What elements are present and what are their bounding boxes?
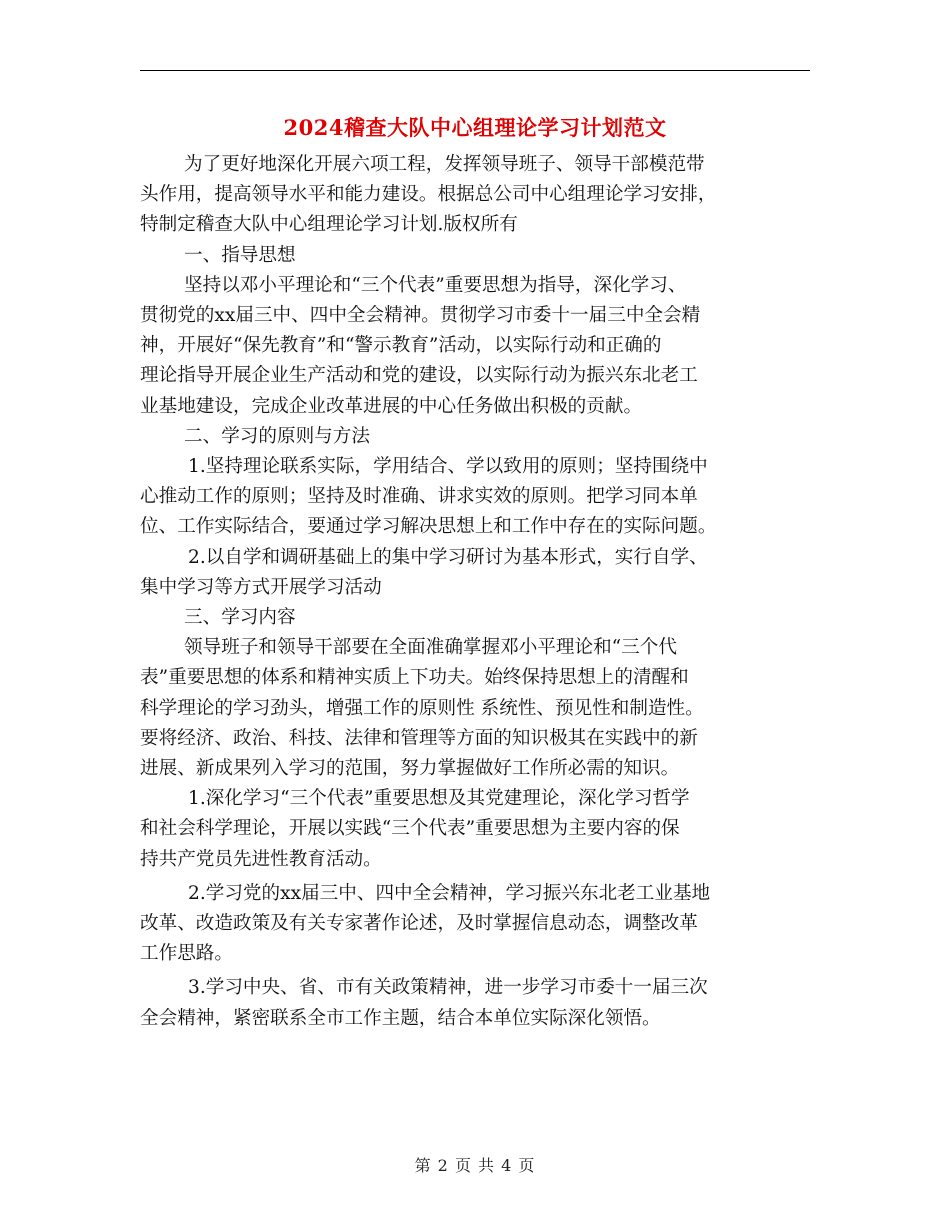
principle-1-line-3: 位、工作实际结合，要通过学习解决思想上和工作中存在的实际问题。 [140, 516, 717, 538]
page-number-footer: 第 2 页 共 4 页 [414, 1156, 536, 1175]
content-item-1-line-3: 持共产党员先进性教育活动。 [140, 848, 382, 870]
intro-line-1: 为了更好地深化开展六项工程，发挥领导班子、领导干部模范带 [184, 154, 705, 175]
intro-line-2: 头作用，提高领导水平和能力建设。根据总公司中心组理论学习安排， [140, 184, 717, 206]
content-line-1: 领导班子和领导干部要在全面准确掌握邓小平理论和“三个代 [184, 637, 677, 659]
guiding-line-5: 业基地建设，完成企业改革进展的中心任务做出积极的贡献。 [140, 395, 643, 417]
principle-1-line-1: 1.坚持理论联系实际，学用结合、学以致用的原则；坚持围绕中 [188, 456, 708, 478]
content-item-3-line-1: 3.学习中央、省、市有关政策精神，进一步学习市委十一届三次 [188, 977, 708, 999]
guiding-line-4: 理论指导开展企业生产活动和党的建设，以实际行动为振兴东北老工 [140, 365, 698, 387]
principle-2-line-1: 2.以自学和调研基础上的集中学习研讨为基本形式，实行自学、 [188, 546, 708, 568]
intro-line-3: 特制定稽查大队中心组理论学习计划.版权所有 [140, 214, 518, 236]
document-title: 2024稽查大队中心组理论学习计划范文 [283, 115, 667, 140]
document-body [140, 150, 812, 1034]
guiding-line-3: 神，开展好“保先教育”和“警示教育”活动，以实际行动和正确的 [140, 335, 662, 357]
content-line-4: 要将经济、政治、科技、法律和管理等方面的知识极其在实践中的新 [140, 727, 698, 749]
content-item-1-line-2: 和社会科学理论，开展以实践“三个代表”重要思想为主要内容的保 [140, 818, 680, 840]
content-item-3-line-2: 全会精神，紧密联系全市工作主题，结合本单位实际深化领悟。 [140, 1007, 661, 1029]
principle-1-line-2: 心推动工作的原则；坚持及时准确、讲求实效的原则。把学习同本单 [140, 486, 698, 508]
content-item-2-line-2: 改革、改造政策及有关专家著作论述，及时掌握信息动态，调整改革 [140, 913, 698, 935]
content-item-2-line-3: 工作思路。 [140, 943, 233, 965]
principle-2-line-2: 集中学习等方式开展学习活动 [140, 576, 382, 598]
content-item-1-line-1: 1.深化学习“三个代表”重要思想及其党建理论，深化学习哲学 [188, 788, 690, 810]
content-line-5: 进展、新成果列入学习的范围，努力掌握做好工作所必需的知识。 [140, 758, 680, 780]
section-heading-guiding-thought: 一、指导思想 [184, 244, 296, 266]
section-heading-principles: 二、学习的原则与方法 [184, 425, 370, 447]
content-line-3: 科学理论的学习劲头，增强工作的原则性 系统性、预见性和制造性。 [140, 697, 704, 719]
guiding-line-1: 坚持以邓小平理论和“三个代表”重要思想为指导，深化学习、 [184, 274, 687, 296]
content-item-2-line-1: 2.学习党的xx届三中、四中全会精神，学习振兴东北老工业基地 [188, 882, 711, 904]
section-heading-content: 三、学习内容 [184, 607, 296, 629]
header-rule [140, 70, 810, 71]
guiding-line-2: 贯彻党的xx届三中、四中全会精神。贯彻学习市委十一届三中全会精 [140, 305, 701, 327]
content-line-2: 表”重要思想的体系和精神实质上下功夫。始终保持思想上的清醒和 [140, 667, 689, 689]
